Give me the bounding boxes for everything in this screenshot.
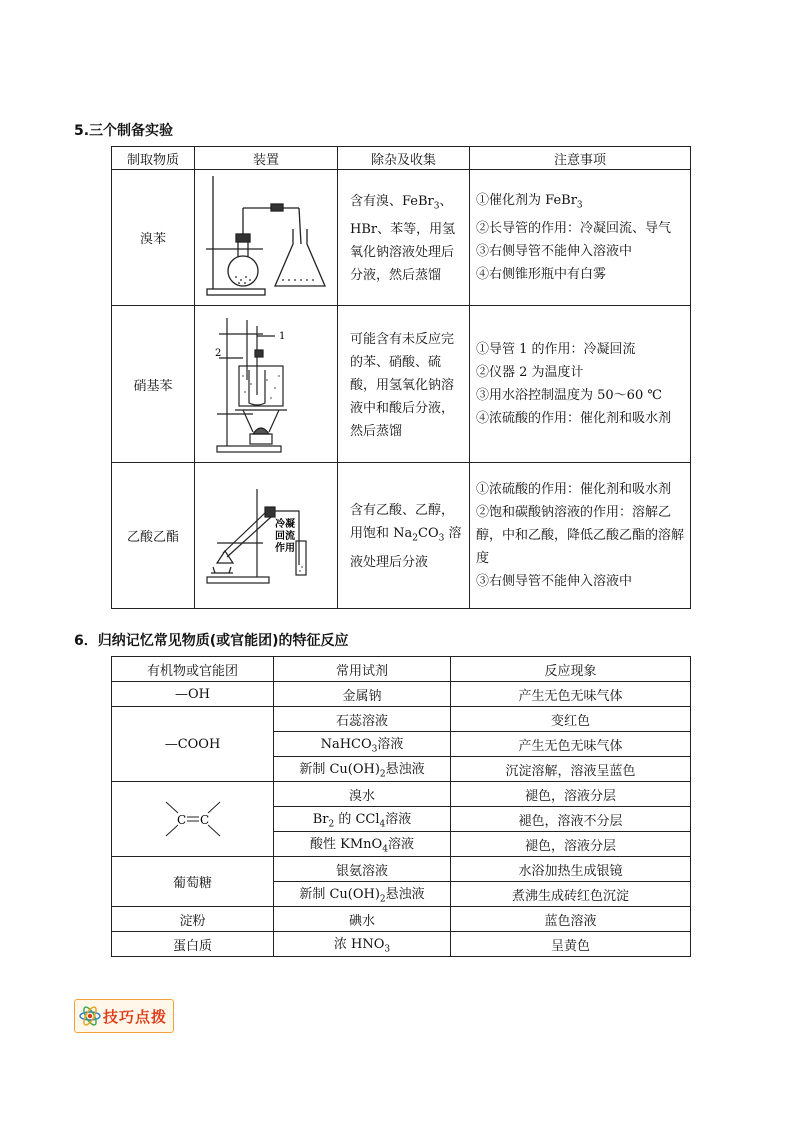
header-apparatus: 装置 (195, 147, 338, 170)
tips-badge (74, 999, 174, 1033)
table-row (112, 306, 691, 463)
table-row (112, 782, 691, 807)
phenomenon: 沉淀溶解，溶液呈蓝色 (451, 757, 691, 782)
label-1: 1 (279, 331, 286, 342)
note: ①浓硫酸的作用：催化剂和吸水剂 (476, 482, 672, 497)
group-protein: 蛋白质 (112, 932, 274, 957)
carbon-left: C (176, 813, 186, 827)
bromobenzene-apparatus-icon (203, 174, 329, 302)
phenomenon: 呈黄色 (451, 932, 691, 957)
table-header-row (112, 657, 691, 682)
carbon-right: C (199, 813, 209, 827)
purify-text: 含有溴、FeBr$_3$、HBr、苯等，用氢氧化钠溶液处理后分液，然后蒸馏 (338, 170, 470, 306)
note: ④右侧锥形瓶中有白雾 (476, 267, 607, 283)
header-substance: 制取物质 (112, 147, 195, 170)
phenomenon: 褪色，溶液不分层 (451, 807, 691, 832)
reaction-table (111, 656, 691, 957)
nitrobenzene-apparatus-icon (203, 310, 329, 458)
note: ③右侧导管不能伸入溶液中 (476, 574, 633, 589)
note: ①催化剂为 FeBr$_3$ (476, 192, 583, 211)
apparatus-label: 冷凝 (275, 518, 295, 530)
group-oh: —OH (112, 682, 274, 707)
apparatus-label: 作用 (275, 542, 295, 554)
note: ①导管 1 的作用：冷凝回流 (476, 342, 636, 357)
label-2: 2 (215, 348, 222, 359)
purify-text: 可能含有未反应完的苯、硝酸、硫酸，用氢氧化钠溶液中和酸后分液，然后蒸馏 (338, 306, 470, 463)
header-reagent: 常用试剂 (274, 657, 451, 682)
header-phenomenon: 反应现象 (451, 657, 691, 682)
header-notes: 注意事项 (470, 147, 691, 170)
apparatus-image (195, 306, 338, 463)
phenomenon: 褪色，溶液分层 (451, 782, 691, 807)
alkene-double-bond-icon (148, 794, 238, 844)
header-purify: 除杂及收集 (338, 147, 470, 170)
note: ②饱和碳酸钠溶液的作用：溶解乙醇，中和乙酸，降低乙酸乙酯的溶解度 (476, 505, 685, 566)
reagent: 酸性 KMnO$_4$溶液 (274, 832, 451, 857)
reagent: 金属钠 (274, 682, 451, 707)
apparatus-image (195, 463, 338, 609)
reagent: 新制 $Cu(OH)_2$悬浊液 (274, 757, 451, 782)
reagent: $Br_2$ 的 CCl$_4$溶液 (274, 807, 451, 832)
phenomenon: 产生无色无味气体 (451, 732, 691, 757)
reagent: 石蕊溶液 (274, 707, 451, 732)
table-row (112, 857, 691, 882)
phenomenon: 水浴加热生成银镜 (451, 857, 691, 882)
table-row (112, 907, 691, 932)
table-row (112, 463, 691, 609)
header-group: 有机物或官能团 (112, 657, 274, 682)
phenomenon: 褪色，溶液分层 (451, 832, 691, 857)
table-row (112, 682, 691, 707)
section5-heading: 5.三个制备实验 (74, 123, 174, 139)
table-header-row (112, 147, 691, 170)
note: ④浓硫酸的作用：催化剂和吸水剂 (476, 411, 672, 426)
table-row (112, 707, 691, 732)
reagent: NaHCO$_3$溶液 (274, 732, 451, 757)
substance-name: 乙酸乙酯 (112, 463, 195, 609)
note: ②仪器 2 为温度计 (476, 365, 584, 380)
group-alkene (112, 782, 274, 857)
group-glucose: 葡萄糖 (112, 857, 274, 907)
apparatus-image (195, 170, 338, 306)
badge-text: 技巧点拨 (103, 1008, 168, 1026)
phenomenon: 蓝色溶液 (451, 907, 691, 932)
note: ②长导管的作用：冷凝回流、导气 (476, 221, 672, 237)
atom-icon (79, 1005, 101, 1027)
ethyl-acetate-apparatus-icon (203, 481, 329, 591)
substance-name: 溴苯 (112, 170, 195, 306)
table-row (112, 170, 691, 306)
reagent: 溴水 (274, 782, 451, 807)
phenomenon: 煮沸生成砖红色沉淀 (451, 882, 691, 907)
notes-cell (470, 170, 691, 306)
group-cooh: —COOH (112, 707, 274, 782)
section6-heading: 6．归纳记忆常见物质(或官能团)的特征反应 (74, 633, 349, 649)
substance-name: 硝基苯 (112, 306, 195, 463)
reagent: 碘水 (274, 907, 451, 932)
note: ③右侧导管不能伸入溶液中 (476, 244, 633, 260)
table-row (112, 932, 691, 957)
purify-text: 含有乙酸、乙醇，用饱和 $Na_2CO_3$ 溶液处理后分液 (338, 463, 470, 609)
reagent: 银氨溶液 (274, 857, 451, 882)
phenomenon: 变红色 (451, 707, 691, 732)
group-starch: 淀粉 (112, 907, 274, 932)
preparation-table (111, 146, 691, 609)
notes-cell (470, 463, 691, 609)
reagent: 新制 $Cu(OH)_2$悬浊液 (274, 882, 451, 907)
apparatus-label: 回流 (275, 530, 295, 542)
note: ③用水浴控制温度为 50～60 ℃ (476, 388, 662, 403)
notes-cell (470, 306, 691, 463)
reagent: 浓 $HNO_3$ (274, 932, 451, 957)
phenomenon: 产生无色无味气体 (451, 682, 691, 707)
